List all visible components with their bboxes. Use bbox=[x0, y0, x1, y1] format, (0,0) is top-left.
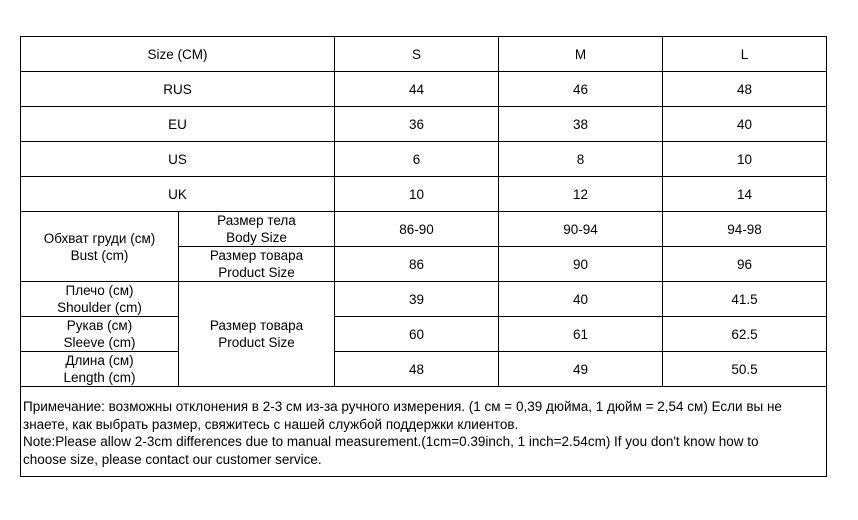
shoulder-label-ru: Плечо (см) bbox=[65, 283, 134, 298]
table-cell: 38 bbox=[499, 107, 663, 142]
bust-label bbox=[21, 212, 179, 282]
sleeve-label-en: Sleeve (cm) bbox=[63, 335, 136, 350]
table-cell: 10 bbox=[335, 177, 499, 212]
product-size-label-ru: Размер товара bbox=[209, 248, 304, 263]
garment-product-size-ru: Размер товара bbox=[209, 318, 304, 333]
table-row-sleeve bbox=[21, 317, 827, 352]
shoulder-label-en: Shoulder (cm) bbox=[57, 300, 142, 315]
product-size-label bbox=[179, 247, 335, 282]
row-label: UK bbox=[21, 177, 335, 212]
table-cell: 50.5 bbox=[663, 352, 827, 387]
size-chart-table bbox=[20, 36, 827, 477]
size-m-header: M bbox=[499, 37, 663, 72]
table-cell: 86 bbox=[335, 247, 499, 282]
table-cell: 46 bbox=[499, 72, 663, 107]
table-cell: 62.5 bbox=[663, 317, 827, 352]
table-cell: 40 bbox=[499, 282, 663, 317]
row-label: US bbox=[21, 142, 335, 177]
table-cell: 96 bbox=[663, 247, 827, 282]
sleeve-label bbox=[21, 317, 179, 352]
product-size-label-en: Product Size bbox=[218, 265, 295, 280]
body-size-label bbox=[179, 212, 335, 247]
body-size-label-en: Body Size bbox=[226, 230, 287, 245]
note-row bbox=[21, 387, 827, 477]
table-row-eu bbox=[21, 107, 827, 142]
length-label bbox=[21, 352, 179, 387]
table-cell: 12 bbox=[499, 177, 663, 212]
size-column-header: Size (CM) bbox=[21, 37, 335, 72]
note-line-en-1: Note:Please allow 2-3cm differences due to manual measurement.(1cm=0.39inch, 1 inch=2.54cm) If you don't know how to bbox=[23, 434, 759, 449]
table-cell: 94-98 bbox=[663, 212, 827, 247]
table-cell: 44 bbox=[335, 72, 499, 107]
table-cell: 90 bbox=[499, 247, 663, 282]
table-cell: 41.5 bbox=[663, 282, 827, 317]
table-row-rus bbox=[21, 72, 827, 107]
body-size-label-ru: Размер тела bbox=[217, 213, 296, 228]
bust-label-ru: Обхват груди (см) bbox=[43, 230, 156, 246]
table-cell: 48 bbox=[335, 352, 499, 387]
table-row-us bbox=[21, 142, 827, 177]
size-s-header: S bbox=[335, 37, 499, 72]
shoulder-label bbox=[21, 282, 179, 317]
table-cell: 6 bbox=[335, 142, 499, 177]
table-cell: 10 bbox=[663, 142, 827, 177]
length-label-en: Length (cm) bbox=[63, 370, 136, 385]
garment-product-size-label bbox=[179, 282, 335, 387]
table-cell: 39 bbox=[335, 282, 499, 317]
table-cell: 48 bbox=[663, 72, 827, 107]
measurement-note bbox=[21, 387, 827, 477]
table-cell: 86-90 bbox=[335, 212, 499, 247]
table-cell: 49 bbox=[499, 352, 663, 387]
length-label-ru: Длина (см) bbox=[65, 353, 134, 368]
table-row-length bbox=[21, 352, 827, 387]
note-line-ru-1: Примечание: возможны отклонения в 2-3 см из-за ручного измерения. (1 см = 0,39 дюйма, 1 дюйм = 2,54 см) Если вы не bbox=[23, 399, 782, 414]
table-cell: 8 bbox=[499, 142, 663, 177]
table-cell: 36 bbox=[335, 107, 499, 142]
header-row bbox=[21, 37, 827, 72]
note-line-ru-2: знаете, как выбрать размер, свяжитесь с нашей службой поддержки клиентов. bbox=[23, 416, 519, 432]
table-cell: 40 bbox=[663, 107, 827, 142]
sleeve-label-ru: Рукав (см) bbox=[66, 318, 133, 333]
note-line-en-2: choose size, please contact our customer service. bbox=[23, 451, 322, 467]
size-l-header: L bbox=[663, 37, 827, 72]
table-row-shoulder bbox=[21, 282, 827, 317]
table-row-uk bbox=[21, 177, 827, 212]
row-label: EU bbox=[21, 107, 335, 142]
bust-label-en: Bust (cm) bbox=[70, 247, 129, 263]
table-cell: 60 bbox=[335, 317, 499, 352]
row-label: RUS bbox=[21, 72, 335, 107]
garment-product-size-en: Product Size bbox=[218, 335, 295, 350]
table-cell: 61 bbox=[499, 317, 663, 352]
table-row-bust-body bbox=[21, 212, 827, 247]
table-cell: 90-94 bbox=[499, 212, 663, 247]
table-cell: 14 bbox=[663, 177, 827, 212]
